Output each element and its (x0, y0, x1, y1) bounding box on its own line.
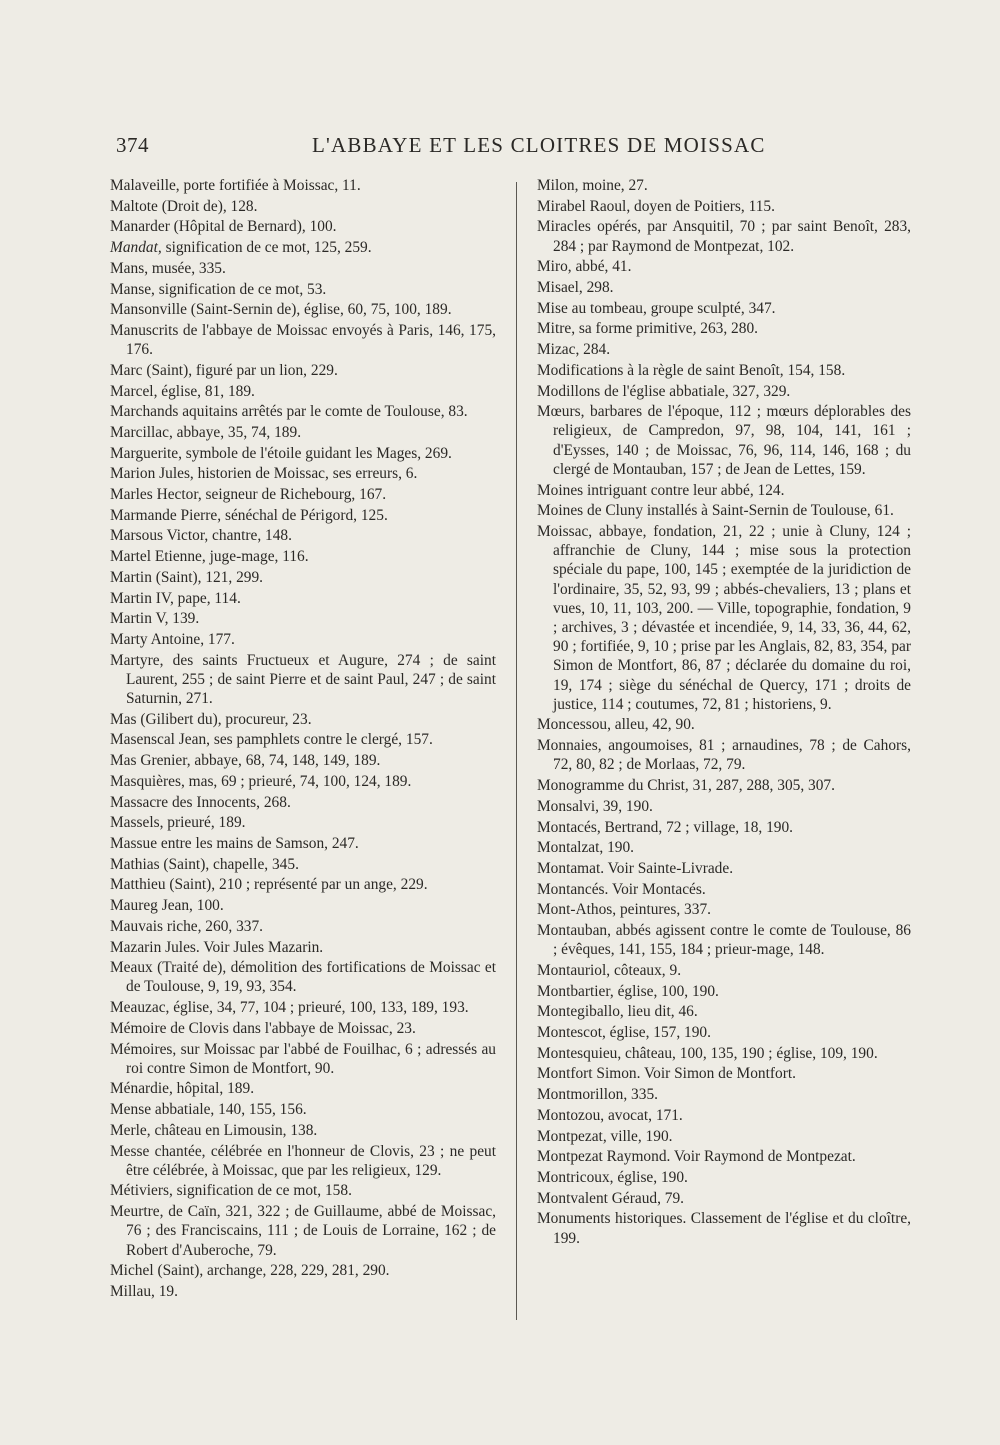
index-entry (537, 921, 911, 959)
index-entry (537, 982, 911, 1001)
index-entry (110, 506, 496, 525)
index-entry-text: Montamat. Voir Sainte-Livrade. (537, 859, 734, 877)
index-entry (110, 1019, 496, 1038)
index-entry-text: Moncessou, alleu, 42, 90. (537, 716, 695, 734)
index-entry-text: Montancés. Voir Montacés. (537, 880, 706, 898)
index-entry (537, 797, 911, 816)
index-entry-text: Montvalent Géraud, 79. (537, 1189, 685, 1207)
index-entry (110, 382, 496, 401)
index-entry (110, 197, 496, 216)
index-entry (537, 197, 911, 216)
index-entry-text: Marc (Saint), figuré par un lion, 229. (110, 361, 338, 379)
index-entry (537, 736, 911, 774)
index-entry-text: Montacés, Bertrand, 72 ; village, 18, 190. (537, 818, 794, 836)
index-entry-text: Meaux (Traité de), démolition des fortifications de Moissac et de Toulouse, 9, 19, 93, 354. (110, 959, 496, 996)
index-entry-text: Mémoire de Clovis dans l'abbaye de Moissac, 23. (110, 1019, 416, 1037)
index-entry (537, 880, 911, 899)
index-entry-text: Marcel, église, 81, 189. (110, 382, 255, 400)
index-entry (110, 238, 496, 257)
index-entry (537, 859, 911, 878)
index-entry (110, 464, 496, 483)
index-entry-text: Mas Grenier, abbaye, 68, 74, 148, 149, 189. (110, 752, 381, 770)
index-entry (537, 1127, 911, 1146)
index-entry (537, 1064, 911, 1083)
index-entry-text: Mont-Athos, peintures, 337. (537, 901, 711, 919)
index-entry-text: Martin (Saint), 121, 299. (110, 568, 264, 586)
index-entry-text: Mathias (Saint), chapelle, 345. (110, 855, 299, 873)
index-entry (110, 1142, 496, 1180)
index-entry-text: Marles Hector, seigneur de Richebourg, 167. (110, 486, 387, 504)
index-entry-text: Montpezat Raymond. Voir Raymond de Montpezat. (537, 1148, 856, 1166)
index-entry (110, 917, 496, 936)
index-entry (537, 319, 911, 338)
index-entry-text: Marchands aquitains arrêtés par le comte de Toulouse, 83. (110, 403, 468, 421)
index-entry-text: Marguerite, symbole de l'étoile guidant les Mages, 269. (110, 444, 452, 462)
index-entry (537, 1044, 911, 1063)
index-entry-text: Moines intriguant contre leur abbé, 124. (537, 481, 785, 499)
index-entry (110, 485, 496, 504)
index-entry (110, 259, 496, 278)
index-entry-text: Milon, moine, 27. (537, 177, 648, 194)
index-entry-text: Montmorillon, 335. (537, 1086, 658, 1104)
index-entry-text: Mise au tombeau, groupe sculpté, 347. (537, 299, 776, 317)
index-entry (110, 321, 496, 359)
index-entry (110, 834, 496, 853)
index-entry (110, 402, 496, 421)
index-entry (110, 855, 496, 874)
index-entry-text: Montegiballo, lieu dit, 46. (537, 1003, 698, 1021)
index-entry-text: Martin V, 139. (110, 610, 200, 628)
index-entry-text: Modifications à la règle de saint Benoît, 154, 158. (537, 361, 846, 379)
index-entry (537, 501, 911, 520)
index-entry-text: Meurtre, de Caïn, 321, 322 ; de Guillaume, abbé de Moissac, 76 ; des Franciscains, 111 ; de Louis de Lorraine, 162 ; de Robert d'Auberoche, 79. (110, 1203, 496, 1259)
index-entry (110, 772, 496, 791)
index-entry (537, 1147, 911, 1166)
index-entry-text: Mazarin Jules. Voir Jules Mazarin. (110, 938, 324, 956)
index-entry-text: Miracles opérés, par Ansquitil, 70 ; par saint Benoît, 283, 284 ; par Raymond de Montpezat, 102. (537, 218, 911, 255)
index-entry-head: Mandat, (110, 239, 162, 257)
index-entry (110, 609, 496, 628)
index-entry-text: Martin IV, pape, 114. (110, 589, 241, 607)
index-entry-text: Mans, musée, 335. (110, 259, 226, 277)
index-entry (110, 651, 496, 709)
index-entry (537, 340, 911, 359)
index-entry (537, 838, 911, 857)
index-entry (537, 1023, 911, 1042)
index-entry-text: Montozou, avocat, 171. (537, 1106, 683, 1124)
index-entry (110, 568, 496, 587)
index-entry (537, 522, 911, 714)
index-entry-text: Mizac, 284. (537, 341, 611, 359)
index-entry-text: Monsalvi, 39, 190. (537, 797, 653, 815)
index-column-left (110, 176, 496, 1303)
index-entry-text: Matthieu (Saint), 210 ; représenté par un ange, 229. (110, 876, 428, 894)
index-entry-text: Mense abbatiale, 140, 155, 156. (110, 1101, 307, 1119)
index-entry-text: Masenscal Jean, ses pamphlets contre le clergé, 157. (110, 731, 433, 749)
index-entry (537, 299, 911, 318)
index-entry (537, 1189, 911, 1208)
running-head: L'ABBAYE ET LES CLOITRES DE MOISSAC (312, 133, 766, 157)
index-entry-text: Métiviers, signification de ce mot, 158. (110, 1182, 352, 1200)
index-entry (110, 875, 496, 894)
index-entry-text: Marion Jules, historien de Moissac, ses erreurs, 6. (110, 465, 418, 483)
index-column-right (537, 176, 911, 1249)
index-entry-text: Monnaies, angoumoises, 81 ; arnaudines, 78 ; de Cahors, 72, 80, 82 ; de Morlaas, 72, 79. (537, 737, 911, 774)
index-entry (110, 280, 496, 299)
index-entry-text: Millau, 19. (110, 1282, 178, 1300)
index-entry (110, 1282, 496, 1301)
index-entry-text: Mœurs, barbares de l'époque, 112 ; mœurs déplorables des religieux, de Campredon, 97, 98, 104, 141, 161 ; d'Eysses, 140 ; de Moissac, 76, 96, 114, 146, 168 ; du clergé de Montauban, 157 ; de Jean de Lettes, 159. (537, 403, 911, 478)
index-entry (110, 958, 496, 996)
index-entry-text: Moines de Cluny installés à Saint-Sernin de Toulouse, 61. (537, 502, 894, 520)
index-entry-text: Modillons de l'église abbatiale, 327, 329. (537, 382, 791, 400)
index-entry-text: Mémoires, sur Moissac par l'abbé de Fouilhac, 6 ; adressés au roi contre Simon de Montfort, 90. (110, 1040, 496, 1077)
index-entry (110, 547, 496, 566)
index-entry (537, 1168, 911, 1187)
index-entry (110, 1121, 496, 1140)
index-entry-text: Marmande Pierre, sénéchal de Périgord, 125. (110, 506, 388, 524)
index-entry-text: Mansonville (Saint-Sernin de), église, 60, 75, 100, 189. (110, 301, 452, 319)
index-entry (537, 715, 911, 734)
index-entry-text: Montescot, église, 157, 190. (537, 1024, 711, 1042)
index-entry (110, 710, 496, 729)
index-entry (110, 998, 496, 1017)
index-entry (537, 1209, 911, 1247)
index-entry-text: Monogramme du Christ, 31, 287, 288, 305, 307. (537, 777, 835, 795)
index-entry-text: Mauvais riche, 260, 337. (110, 917, 264, 935)
index-entry-text: Martyre, des saints Fructueux et Augure, 274 ; de saint Laurent, 255 ; de saint Pierre et de saint Paul, 247 ; de saint Saturnin, 271. (110, 651, 496, 708)
index-entry (110, 176, 496, 195)
index-entry-text: Michel (Saint), archange, 228, 229, 281, 290. (110, 1262, 390, 1280)
index-entry-text: Mas (Gilibert du), procureur, 23. (110, 710, 312, 728)
index-entry-text: Montricoux, église, 190. (537, 1168, 688, 1186)
index-entry-text: Monuments historiques. Classement de l'église et du cloître, 199. (537, 1210, 911, 1247)
index-entry-text: Meauzac, église, 34, 77, 104 ; prieuré, 100, 133, 189, 193. (110, 999, 469, 1017)
index-entry-text: Mirabel Raoul, doyen de Poitiers, 115. (537, 197, 775, 215)
index-entry-text: Marsous Victor, chantre, 148. (110, 527, 292, 545)
index-entry-text: Montesquieu, château, 100, 135, 190 ; église, 109, 190. (537, 1044, 878, 1062)
index-entry (537, 402, 911, 479)
index-entry-text: Montauban, abbés agissent contre le comte de Toulouse, 86 ; évêques, 141, 155, 184 ; prieur-mage, 148. (537, 922, 911, 959)
index-entry (110, 1100, 496, 1119)
index-entry (110, 1079, 496, 1098)
index-entry (110, 589, 496, 608)
index-entry-text: Montalzat, 190. (537, 839, 635, 857)
index-entry (110, 444, 496, 463)
index-entry-text: Montfort Simon. Voir Simon de Montfort. (537, 1065, 796, 1083)
index-entry-text: Massacre des Innocents, 268. (110, 793, 291, 811)
index-entry (110, 938, 496, 957)
index-entry-text: Ménardie, hôpital, 189. (110, 1080, 255, 1098)
index-entry-text: Montauriol, côteaux, 9. (537, 961, 682, 979)
page-number: 374 (116, 133, 149, 157)
index-entry-text: Miro, abbé, 41. (537, 258, 632, 276)
index-entry-text: Manarder (Hôpital de Bernard), 100. (110, 218, 337, 236)
index-entry (110, 1202, 496, 1260)
index-entry (537, 257, 911, 276)
index-entry-text: Massue entre les mains de Samson, 247. (110, 835, 359, 852)
index-entry (110, 526, 496, 545)
index-entry-text: Massels, prieuré, 189. (110, 814, 246, 832)
index-entry (537, 961, 911, 980)
index-entry (110, 1040, 496, 1078)
index-entry (110, 751, 496, 770)
index-entry (110, 1181, 496, 1200)
index-entry-text: Mitre, sa forme primitive, 263, 280. (537, 320, 758, 338)
index-entry (110, 300, 496, 319)
index-entry (537, 382, 911, 401)
index-entry (537, 776, 911, 795)
index-entry (537, 361, 911, 380)
index-entry (110, 896, 496, 915)
index-entry-text: Masquières, mas, 69 ; prieuré, 74, 100, 124, 189. (110, 772, 412, 790)
index-entry (110, 217, 496, 236)
index-entry (537, 900, 911, 919)
index-entry-text: Moissac, abbaye, fondation, 21, 22 ; unie à Cluny, 124 ; affranchie de Cluny, 144 ; mise sous la protection spéciale du pape, 100, 145 ; exemptée de la juridiction de l'ordinaire, 35, 52, 93, 99 ; abbés-chevaliers, 13 ; plans et vues, 10, 11, 103, 200. — Ville, topographie, fondation, 9 ; archives, 3 ; dévastée et incendiée, 9, 14, 33, 36, 44, 62, 90 ; fortifiée, 9, 10 ; prise par les Anglais, 82, 83, 354, par Simon de Montfort, 86, 87 ; déclarée du domaine du roi, 19, 174 ; siège du sénéchal de Quercy, 171 ; droits de justice, 114 ; coutumes, 72, 81 ; historiens, 9. (537, 522, 911, 713)
index-entry (537, 217, 911, 255)
index-entry (537, 1002, 911, 1021)
index-entry (110, 423, 496, 442)
index-entry-text: Manuscrits de l'abbaye de Moissac envoyés à Paris, 146, 175, 176. (110, 321, 496, 359)
index-entry-text: Marty Antoine, 177. (110, 630, 235, 648)
index-entry-text: Misael, 298. (537, 279, 614, 297)
index-entry (537, 481, 911, 500)
index-entry (537, 176, 911, 195)
index-entry-text: Messe chantée, célébrée en l'honneur de Clovis, 23 ; ne peut être célébrée, à Moissac, que par les religieux, 129. (110, 1142, 496, 1179)
index-entry-text: signification de ce mot, 125, 259. (161, 239, 372, 257)
column-divider (516, 182, 517, 1320)
index-entry-text: Marcillac, abbaye, 35, 74, 189. (110, 423, 302, 441)
index-entry-text: Maureg Jean, 100. (110, 897, 224, 915)
index-entry-text: Martel Etienne, juge-mage, 116. (110, 548, 309, 566)
index-entry-text: Montbartier, église, 100, 190. (537, 982, 719, 1000)
index-entry-text: Montpezat, ville, 190. (537, 1127, 673, 1145)
index-entry (537, 1085, 911, 1104)
index-entry (110, 730, 496, 749)
index-entry-text: Malaveille, porte fortifiée à Moissac, 11. (110, 177, 361, 194)
index-entry-text: Maltote (Droit de), 128. (110, 197, 258, 215)
index-entry (537, 1106, 911, 1125)
index-entry-text: Manse, signification de ce mot, 53. (110, 280, 327, 298)
index-entry (110, 793, 496, 812)
index-entry (110, 1261, 496, 1280)
index-entry (537, 818, 911, 837)
index-entry (537, 278, 911, 297)
index-entry (110, 361, 496, 380)
index-entry (110, 630, 496, 649)
index-entry (110, 813, 496, 832)
index-entry-text: Merle, château en Limousin, 138. (110, 1121, 318, 1139)
